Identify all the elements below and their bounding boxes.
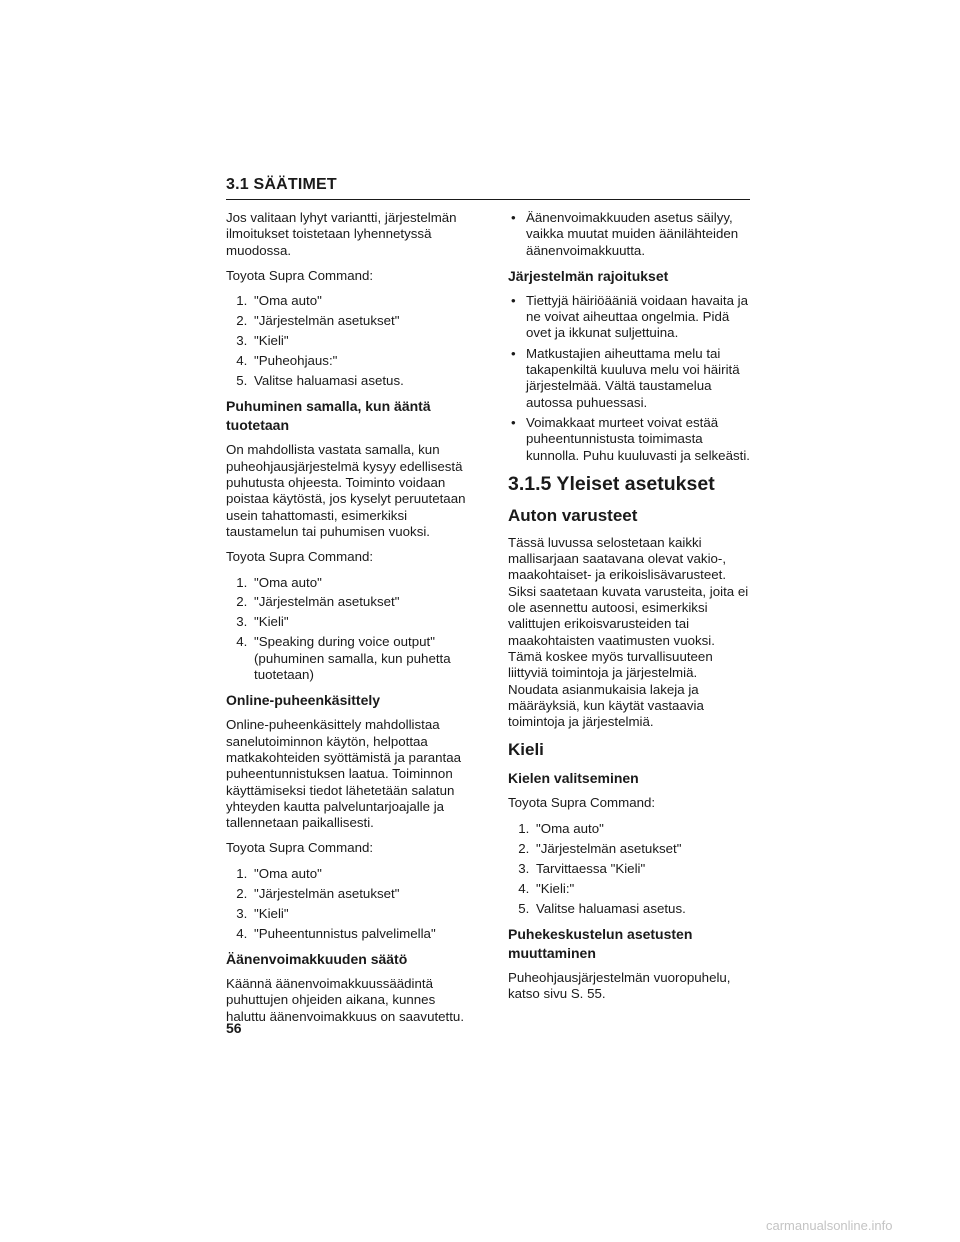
list-item: 2. "Järjestelmän asetukset" xyxy=(251,313,476,329)
list-item: 1. "Oma auto" xyxy=(251,293,476,309)
steps-list-speaking xyxy=(226,575,476,684)
left-column xyxy=(226,210,476,1034)
paragraph-vehicle-equipment: Tässä luvussa selostetaan kaikki mallisarjaan saatavana olevat vakio-, maakohtaiset- ja erikoislisävarusteet. Siksi saatetaan kuvata varusteita, joita ei ole asennettu autoosi, esimerkiksi valittujen erikoisvarusteiden tai maakohtaisten vaatimusten vuoksi. Tämä koskee myös turvallisuuteen liittyviä toimintoja ja järjestelmiä. Noudata asianmukaisia lakeja ja määräyksiä, kun käytät vastaavia toimintoja ja järjestelmiä. xyxy=(508,534,749,730)
bullet-list-volume xyxy=(508,210,750,259)
paragraph-short-variant: Jos valitaan lyhyt variantti, järjestelmän ilmoitukset toistetaan lyhennetyssä muodossa. xyxy=(226,210,457,258)
heading-language: Kieli xyxy=(508,740,544,760)
watermark: carmanualsonline.info xyxy=(766,1218,893,1233)
list-item: 1. "Oma auto" xyxy=(533,821,750,837)
section-header: 3.1 SÄÄTIMET xyxy=(226,176,750,200)
heading-general-settings: 3.1.5 Yleiset asetukset xyxy=(508,472,715,495)
bullet-item: • Äänenvoimakkuuden asetus säilyy, vaikka muutat muiden äänilähteiden äänenvoimakkuutta. xyxy=(526,210,750,259)
steps-list-online xyxy=(226,866,476,942)
bullet-list-limitations xyxy=(508,293,750,464)
list-item: 1. "Oma auto" xyxy=(251,866,476,882)
list-item: 4. "Puheentunnistus palvelimella" xyxy=(251,926,476,942)
bullet-item: • Tiettyjä häiriöääniä voidaan havaita ja ne voivat aiheuttaa ongelmia. Pidä ovet ja ikkunat suljettuina. xyxy=(526,293,750,342)
list-item: 2. "Järjestelmän asetukset" xyxy=(251,886,476,902)
command-label: Toyota Supra Command: xyxy=(226,840,374,856)
command-label: Toyota Supra Command: xyxy=(226,267,374,283)
list-item: 4. "Kieli:" xyxy=(533,881,750,897)
steps-list-language xyxy=(508,821,750,917)
list-item: 3. Tarvittaessa "Kieli" xyxy=(533,861,750,877)
list-item: 4. "Puheohjaus:" xyxy=(251,353,476,369)
heading-volume-adjustment: Äänenvoimakkuuden säätö xyxy=(226,950,408,967)
list-item: 3. "Kieli" xyxy=(251,906,476,922)
list-item: 5. Valitse haluamasi asetus. xyxy=(533,901,750,917)
paragraph-volume-adjustment: Käännä äänenvoimakkuussäädintä puhuttujen ohjeiden aikana, kunnes haluttu äänenvoimakkuus on saavutettu. xyxy=(226,975,465,1024)
bullet-item: • Voimakkaat murteet voivat estää puheentunnistusta toimimasta kunnolla. Puhu kuuluvasti ja selkeästi. xyxy=(526,415,750,464)
command-label: Toyota Supra Command: xyxy=(508,795,656,811)
list-item: 5. Valitse haluamasi asetus. xyxy=(251,373,476,389)
steps-list-voice-control xyxy=(226,293,476,389)
list-item: 4. "Speaking during voice output" (puhuminen samalla, kun puhetta tuotetaan) xyxy=(251,634,476,683)
list-item: 2. "Järjestelmän asetukset" xyxy=(251,594,476,610)
right-column xyxy=(508,210,750,1012)
heading-selecting-language: Kielen valitseminen xyxy=(508,770,639,787)
heading-dialog-settings: Puhekeskustelun asetusten muuttaminen xyxy=(508,925,693,961)
command-label: Toyota Supra Command: xyxy=(226,549,374,565)
heading-speaking-during-output: Puhuminen samalla, kun ääntä tuotetaan xyxy=(226,398,431,434)
list-item: 1. "Oma auto" xyxy=(251,575,476,591)
bullet-item: • Matkustajien aiheuttama melu tai takapenkiltä kuuluva melu voi häiritä järjestelmää. Vältä taustamelua autossa puhuessasi. xyxy=(526,346,750,411)
heading-vehicle-equipment: Auton varusteet xyxy=(508,505,638,525)
list-item: 3. "Kieli" xyxy=(251,614,476,630)
heading-online-speech: Online-puheenkäsittely xyxy=(226,692,381,709)
heading-system-limitations: Järjestelmän rajoitukset xyxy=(508,267,669,284)
paragraph-online-speech: Online-puheenkäsittely mahdollistaa sanelutoiminnon käytön, helpottaa matkakohteiden syöttämistä ja parantaa puheentunnistuksen laatua. Toiminnon käyttämiseksi tiedot lähetetään salatun yhteyden kautta palveluntarjoajalle ja tallennetaan paikallisesti. xyxy=(226,717,462,831)
list-item: 3. "Kieli" xyxy=(251,333,476,349)
list-item: 2. "Järjestelmän asetukset" xyxy=(533,841,750,857)
paragraph-speaking-during-output: On mahdollista vastata samalla, kun puheohjausjärjestelmä kysyy edellisestä puhutusta ohjeesta. Toiminto voidaan poistaa käytöstä, jos kyselyt peruutetaan usein tahattomasti, esimerkiksi taustamelun tai puhumisen vuoksi. xyxy=(226,442,466,539)
page-number: 56 xyxy=(226,1020,242,1036)
paragraph-dialog-settings: Puheohjausjärjestelmän vuoropuhelu, katso sivu S. 55. xyxy=(508,969,731,1002)
